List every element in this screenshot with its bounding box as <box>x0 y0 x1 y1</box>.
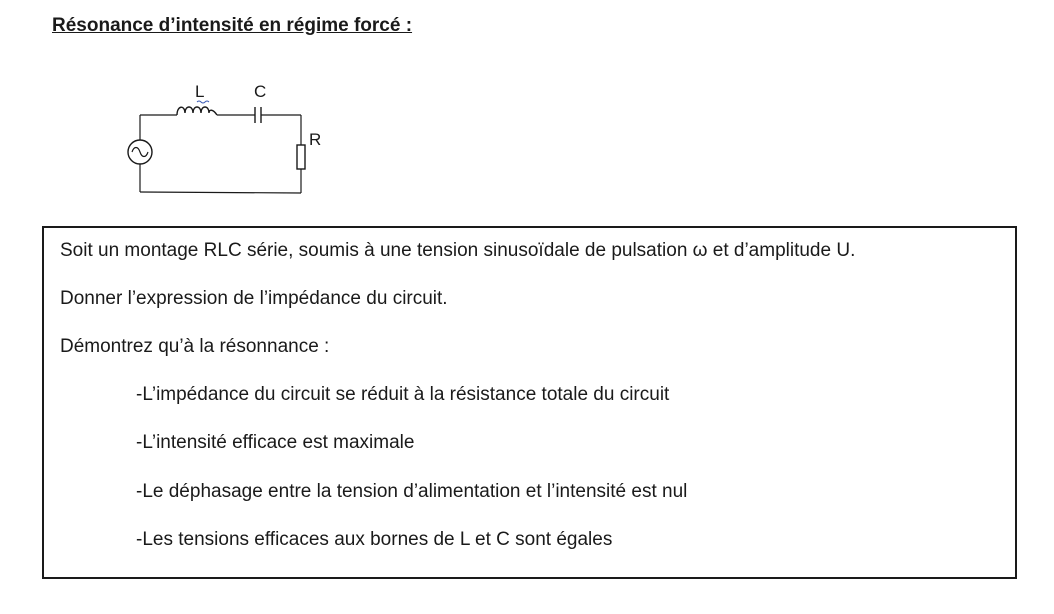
label-inductor: L <box>195 82 205 101</box>
list-item: -L’intensité efficace est maximale <box>136 432 415 453</box>
exercise-question-1: Donner l’expression de l’impédance du circuit. <box>60 288 448 309</box>
inductor-icon <box>177 107 217 115</box>
list-item: -Les tensions efficaces aux bornes de L et C sont égales <box>136 529 613 550</box>
page-title: Résonance d’intensité en régime forcé : <box>52 15 413 36</box>
wire-bottom <box>140 192 301 193</box>
exercise-box <box>42 226 1017 579</box>
ac-source-icon <box>128 140 152 164</box>
resistor-icon <box>297 145 305 169</box>
list-item: -L’impédance du circuit se réduit à la résistance totale du circuit <box>136 384 670 405</box>
label-resistor: R <box>309 130 322 149</box>
rlc-circuit-diagram <box>115 75 335 205</box>
label-capacitor: C <box>254 82 267 101</box>
exercise-question-2: Démontrez qu’à la résonnance : <box>60 336 330 357</box>
spellcheck-squiggle-icon <box>197 101 209 103</box>
capacitor-icon <box>255 107 261 123</box>
exercise-intro: Soit un montage RLC série, soumis à une tension sinusoïdale de pulsation ω et d’amplitude U. <box>60 240 856 261</box>
list-item: -Le déphasage entre la tension d’alimentation et l’intensité est nul <box>136 481 688 502</box>
